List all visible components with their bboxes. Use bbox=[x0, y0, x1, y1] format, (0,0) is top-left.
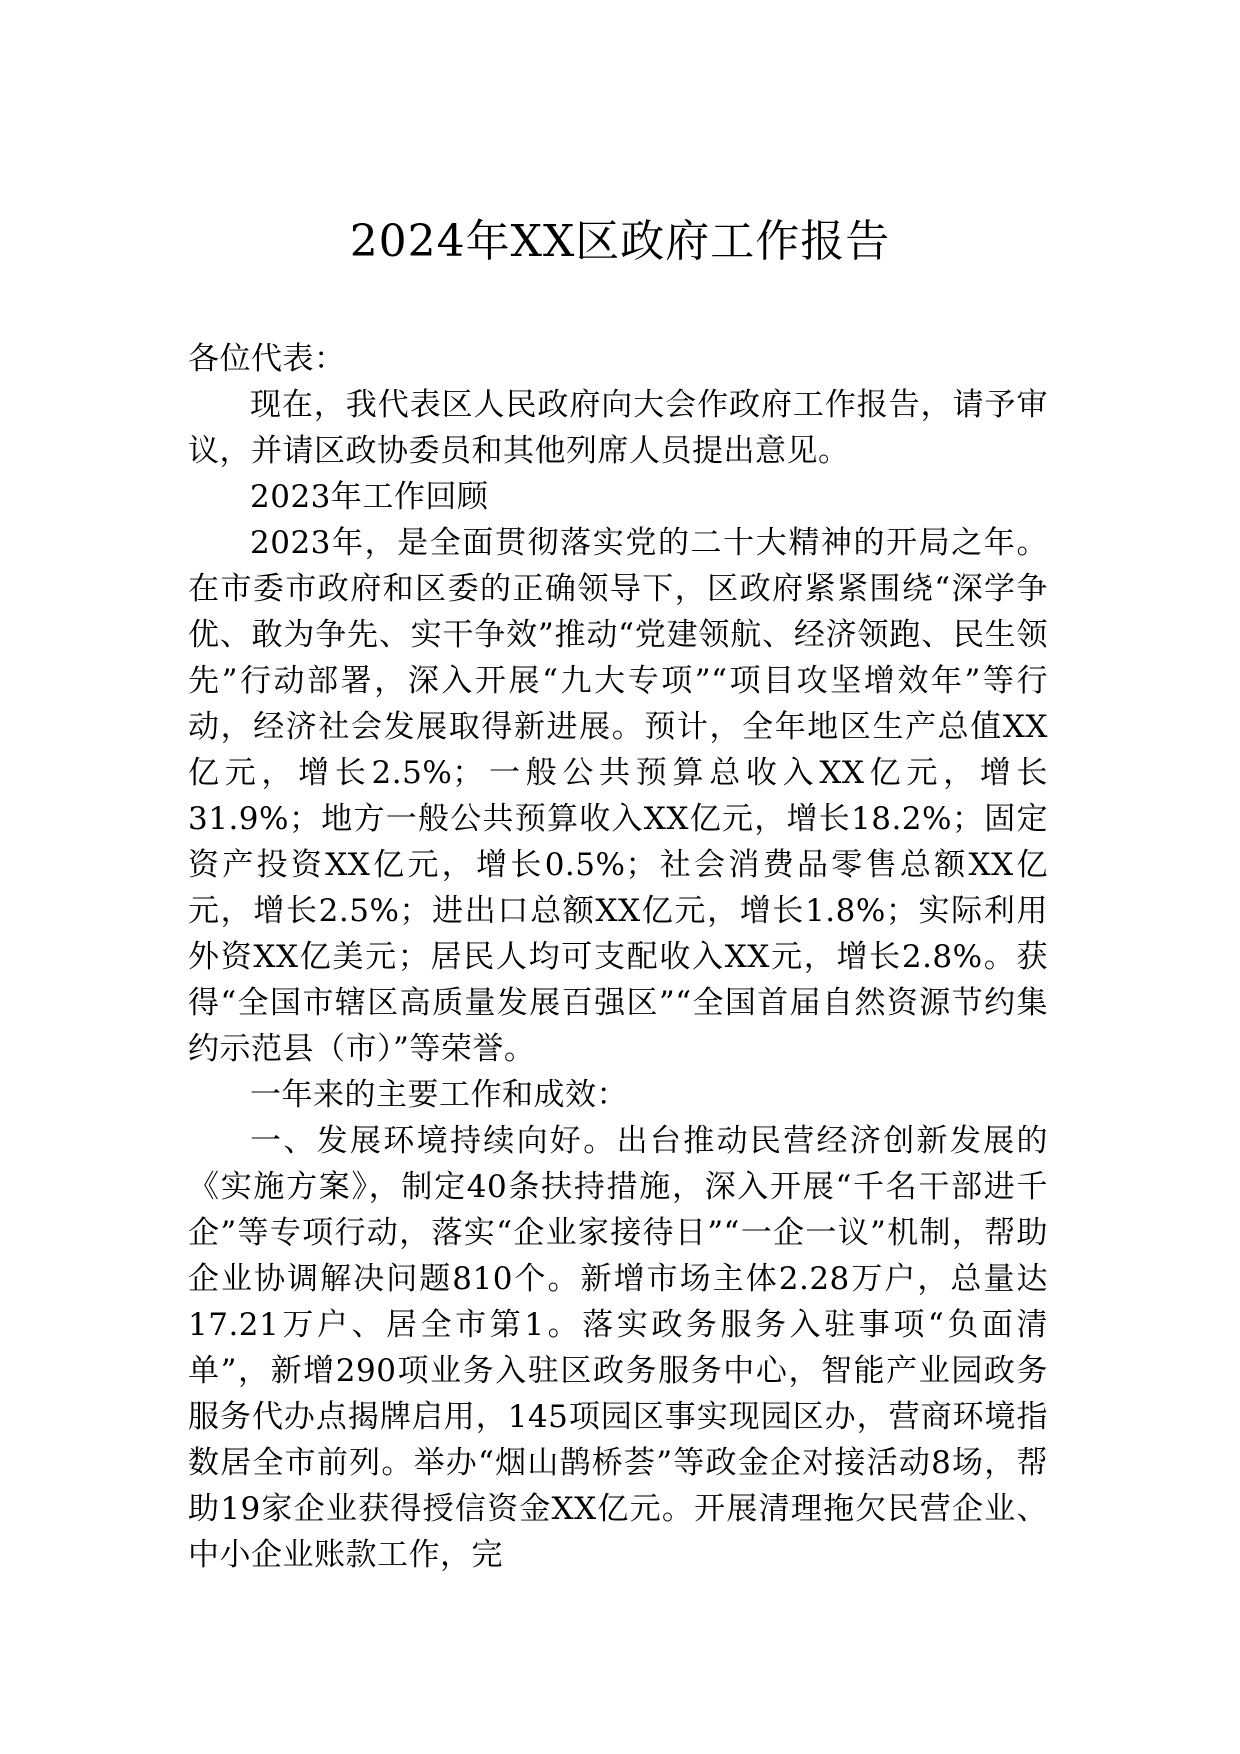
review-paragraph: 2023年，是全面贯彻落实党的二十大精神的开局之年。在市委市政府和区委的正确领导下，区政府紧紧围绕“深学争优、敢为争先、实干争效”推动“党建领航、经济领跑、民生领先”行动部署，深入开展“九大专项”“项目攻坚增效年”等行动，经济社会发展取得新进展。预计，全年地区生产总值XX亿元，增长2.5%；一般公共预算总收入XX亿元，增长31.9%；地方一般公共预算收入XX亿元，增长18.2%；固定资产投资XX亿元，增长0.5%；社会消费品零售总额XX亿元，增长2.5%；进出口总额XX亿元，增长1.8%；实际利用外资XX亿美元；居民人均可支配收入XX元，增长2.8%。获得“全国市辖区高质量发展百强区”“全国首届自然资源节约集约示范县（市）”等荣誉。 bbox=[188, 525, 1048, 1067]
document-body bbox=[188, 336, 1048, 1578]
salutation: 各位代表： bbox=[188, 341, 346, 377]
achievements-heading: 一年来的主要工作和成效： bbox=[250, 1077, 628, 1113]
development-environment-paragraph: 一、发展环境持续向好。出台推动民营经济创新发展的《实施方案》，制定40条扶持措施，深入开展“千名干部进千企”等专项行动，落实“企业家接待日”“一企一议”机制，帮助企业协调解决问题810个。新增市场主体2.28万户，总量达17.21万户、居全市第1。落实政务服务入驻事项“负面清单”，新增290项业务入驻区政务服务中心，智能产业园政务服务代办点揭牌启用，145项园区事实现园区办，营商环境指数居全市前列。举办“烟山鹊桥荟”等政金企对接活动8场，帮助19家企业获得授信资金XX亿元。开展清理拖欠民营企业、中小企业账款工作，完 bbox=[188, 1123, 1048, 1573]
document-title: 2024年XX区政府工作报告 bbox=[349, 216, 891, 267]
section-heading-review: 2023年工作回顾 bbox=[250, 479, 489, 515]
opening-paragraph: 现在，我代表区人民政府向大会作政府工作报告，请予审议，并请区政协委员和其他列席人员提出意见。 bbox=[188, 387, 1048, 469]
